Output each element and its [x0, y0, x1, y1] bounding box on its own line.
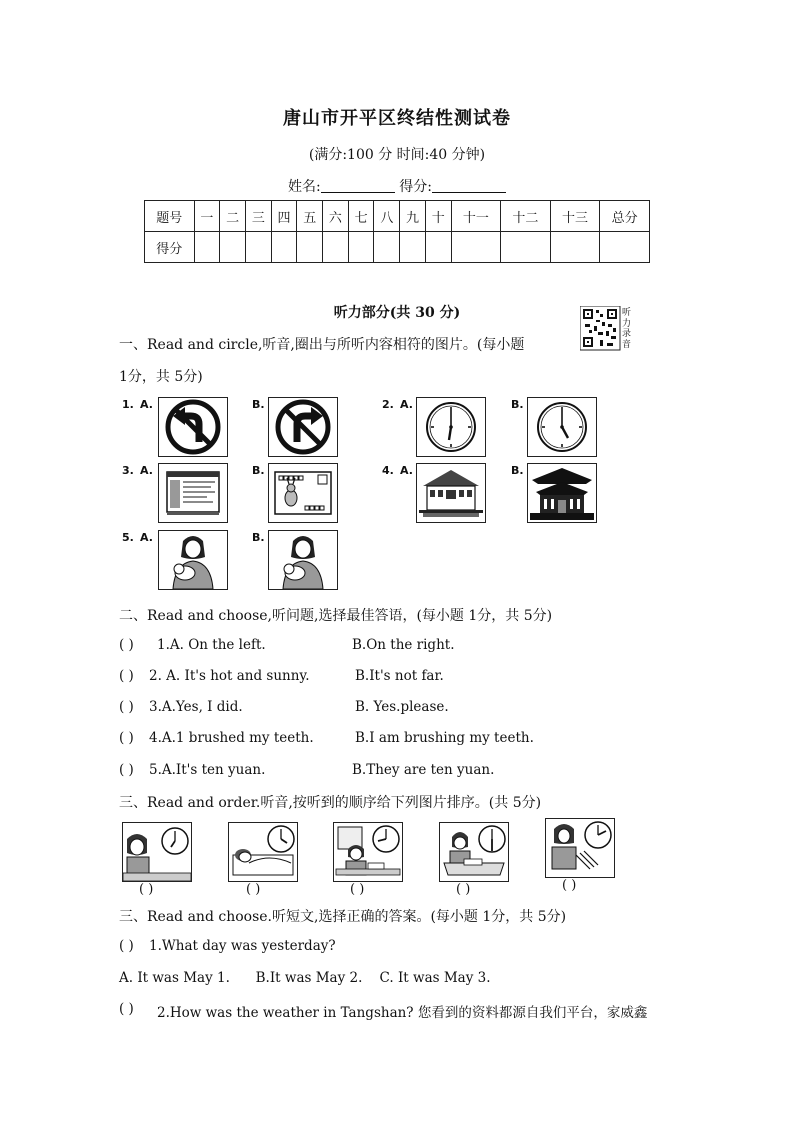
exam-subtitle: (满分:100 分 时间:40 分钟) — [308, 147, 486, 163]
part2-q5-option-b: B.They are ten yuan. — [352, 762, 495, 778]
score-cell[interactable] — [501, 232, 551, 263]
item4-number: 4. — [382, 464, 394, 477]
order-answer-5[interactable]: ( ) — [562, 878, 577, 893]
mother-baby-icon — [269, 531, 337, 589]
score-label: 得分: — [399, 179, 432, 195]
part4-q1-text: 1.What day was yesterday? — [149, 938, 336, 954]
clock-icon — [417, 398, 485, 456]
part2-instruction: 二、Read and choose,听问题,选择最佳答语，(每小题 1分，共 5分) — [119, 608, 553, 624]
part2-q1-paren[interactable]: ( ) — [119, 637, 134, 653]
part4-q2-paren[interactable]: ( ) — [119, 1001, 134, 1017]
part2-q2-option-a: 2. A. It's hot and sunny. — [149, 668, 310, 684]
girl-eating-clock-icon — [546, 819, 614, 877]
score-cell[interactable] — [451, 232, 501, 263]
item2-b-label: B. — [511, 398, 524, 411]
score-header-cell: 总分 — [600, 201, 650, 232]
score-header-cell: 十三 — [550, 201, 600, 232]
girl-clock-icon — [123, 823, 191, 881]
order-picture-4[interactable] — [439, 822, 509, 882]
part2-q4-paren[interactable]: ( ) — [119, 730, 134, 746]
score-table-score-row — [145, 232, 650, 263]
order-picture-3[interactable] — [333, 822, 403, 882]
part4-q2-text: 2.How was the weather in Tangshan? 您看到的资料都源自我们平台，家威鑫 — [157, 1005, 648, 1021]
clock-icon — [528, 398, 596, 456]
score-cell[interactable] — [400, 232, 426, 263]
score-header-cell: 七 — [348, 201, 374, 232]
item2-option-a[interactable] — [416, 397, 486, 457]
score-cell[interactable] — [194, 232, 220, 263]
item4-a-label: A. — [400, 464, 413, 477]
item5-option-b[interactable] — [268, 530, 338, 590]
score-cell[interactable] — [323, 232, 349, 263]
part2-q3-option-a: 3.A.Yes, I did. — [149, 699, 243, 715]
score-cell[interactable] — [245, 232, 271, 263]
temple-icon — [528, 464, 596, 522]
score-cell[interactable] — [348, 232, 374, 263]
score-cell[interactable] — [271, 232, 297, 263]
part2-q1-option-a: 1.A. On the left. — [157, 637, 266, 653]
item3-option-b[interactable] — [268, 463, 338, 523]
order-picture-2[interactable] — [228, 822, 298, 882]
score-cell[interactable] — [220, 232, 246, 263]
score-cell[interactable] — [374, 232, 400, 263]
mother-baby-icon — [159, 531, 227, 589]
building-icon — [417, 464, 485, 522]
part2-q3-option-b: B. Yes.please. — [355, 699, 449, 715]
score-row-label: 得分 — [145, 232, 195, 263]
score-cell[interactable] — [550, 232, 600, 263]
part3-instruction: 三、Read and order.听音,按听到的顺序给下列图片排序。(共 5分) — [119, 795, 542, 811]
item1-option-a[interactable] — [158, 397, 228, 457]
part2-q4-option-b: B.I am brushing my teeth. — [355, 730, 534, 746]
score-blank[interactable] — [432, 178, 506, 193]
score-header-cell: 一 — [194, 201, 220, 232]
score-header-cell: 九 — [400, 201, 426, 232]
score-header-cell: 十 — [425, 201, 451, 232]
part4-q1-paren[interactable]: ( ) — [119, 938, 134, 954]
order-answer-1[interactable]: ( ) — [139, 882, 154, 897]
part1-instruction-cont: 1分，共 5分) — [119, 369, 203, 385]
item2-option-b[interactable] — [527, 397, 597, 457]
part2-q5-option-a: 5.A.It's ten yuan. — [149, 762, 266, 778]
part2-q4-option-a: 4.A.1 brushed my teeth. — [149, 730, 314, 746]
score-cell[interactable] — [297, 232, 323, 263]
item4-b-label: B. — [511, 464, 524, 477]
score-cell[interactable] — [600, 232, 650, 263]
item3-a-label: A. — [140, 464, 153, 477]
score-header-cell: 十一 — [451, 201, 501, 232]
email-screen-icon — [159, 464, 227, 522]
order-answer-2[interactable]: ( ) — [246, 882, 261, 897]
item5-option-a[interactable] — [158, 530, 228, 590]
score-cell[interactable] — [425, 232, 451, 263]
listening-section-title: 听力部分(共 30 分) — [333, 305, 461, 321]
item1-a-label: A. — [140, 398, 153, 411]
qr-code[interactable] — [580, 306, 636, 352]
order-picture-5[interactable] — [545, 818, 615, 878]
score-header-cell: 八 — [374, 201, 400, 232]
girl-desk-clock-icon — [440, 823, 508, 881]
score-header-cell: 二 — [220, 201, 246, 232]
part2-q5-paren[interactable]: ( ) — [119, 762, 134, 778]
score-header-cell: 四 — [271, 201, 297, 232]
part1-instruction: 一、Read and circle,听音,圈出与所听内容相符的图片。(每小题 — [119, 337, 525, 353]
girl-reading-clock-icon — [334, 823, 402, 881]
score-table-header-row — [145, 201, 650, 232]
name-score-line — [0, 176, 794, 196]
order-answer-4[interactable]: ( ) — [456, 882, 471, 897]
item1-number: 1. — [122, 398, 134, 411]
item4-option-b[interactable] — [527, 463, 597, 523]
item2-number: 2. — [382, 398, 394, 411]
part2-q1-option-b: B.On the right. — [352, 637, 455, 653]
part2-q2-paren[interactable]: ( ) — [119, 668, 134, 684]
sleeping-girl-clock-icon — [229, 823, 297, 881]
score-header-cell: 三 — [245, 201, 271, 232]
item3-option-a[interactable] — [158, 463, 228, 523]
score-header-cell: 五 — [297, 201, 323, 232]
no-right-turn-sign-icon — [269, 398, 337, 456]
envelope-icon — [269, 464, 337, 522]
item4-option-a[interactable] — [416, 463, 486, 523]
part2-q3-paren[interactable]: ( ) — [119, 699, 134, 715]
score-header-cell: 题号 — [145, 201, 195, 232]
score-header-cell: 十二 — [501, 201, 551, 232]
item5-a-label: A. — [140, 531, 153, 544]
order-answer-3[interactable]: ( ) — [350, 882, 365, 897]
name-blank[interactable] — [321, 178, 395, 193]
item3-number: 3. — [122, 464, 134, 477]
item1-option-b[interactable] — [268, 397, 338, 457]
item5-number: 5. — [122, 531, 134, 544]
item2-a-label: A. — [400, 398, 413, 411]
part4-q1-options: A. It was May 1. B.It was May 2. C. It was May 3. — [119, 970, 491, 986]
score-header-cell: 六 — [323, 201, 349, 232]
item3-b-label: B. — [252, 464, 265, 477]
page-title: 唐山市开平区终结性测试卷 — [283, 108, 511, 129]
item5-b-label: B. — [252, 531, 265, 544]
part2-q2-option-b: B.It's not far. — [355, 668, 444, 684]
qr-label: 听力录音 — [622, 308, 632, 350]
part4-instruction: 三、Read and choose.听短文,选择正确的答案。(每小题 1分，共 5分) — [119, 909, 567, 925]
score-table — [144, 200, 650, 263]
no-left-turn-sign-icon — [159, 398, 227, 456]
name-label: 姓名: — [288, 179, 321, 195]
order-picture-1[interactable] — [122, 822, 192, 882]
item1-b-label: B. — [252, 398, 265, 411]
